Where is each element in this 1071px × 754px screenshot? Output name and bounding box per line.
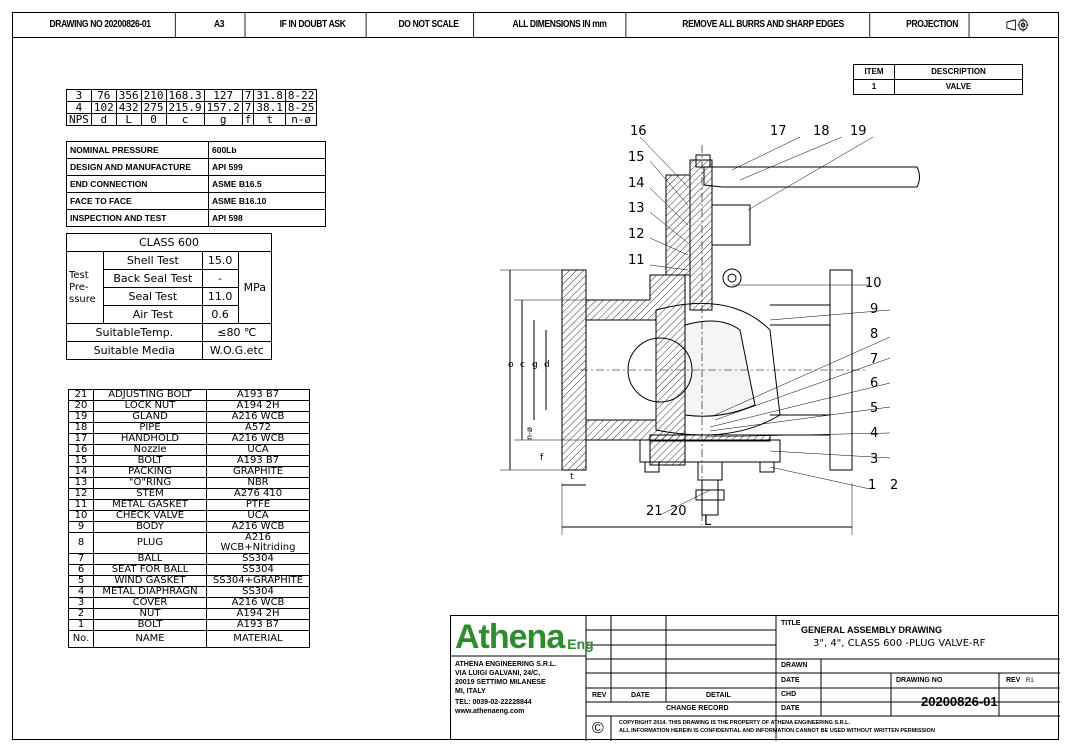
- balloon: 15: [628, 150, 645, 165]
- part-name: BODY: [94, 522, 207, 533]
- part-material: A216 WCB: [207, 434, 310, 445]
- balloon: 12: [628, 227, 645, 242]
- spec-label: FACE TO FACE: [67, 193, 209, 210]
- dimensions-table: [66, 89, 317, 126]
- part-name: PACKING: [94, 467, 207, 478]
- parts-row: [69, 467, 310, 478]
- header-projection: PROJECTION: [896, 12, 970, 37]
- media-label: Suitable Media: [67, 342, 203, 360]
- dims-cell: 3: [67, 90, 92, 102]
- parts-row: [69, 500, 310, 511]
- part-name: Nozzle: [94, 445, 207, 456]
- spec-value: ASME B16.5: [209, 176, 326, 193]
- balloon: 19: [850, 124, 867, 139]
- parts-row: [69, 587, 310, 598]
- balloon: 21: [646, 504, 663, 519]
- items-table: [853, 64, 1023, 95]
- dims-cell: NPS: [67, 114, 92, 126]
- rev-value: R1: [1026, 678, 1034, 684]
- items-header-description: DESCRIPTION: [895, 65, 1023, 80]
- part-name: BALL: [94, 554, 207, 565]
- dims-cell: 432: [116, 102, 141, 114]
- part-material: A193 B7: [207, 390, 310, 401]
- dims-cell: 168.3: [166, 90, 204, 102]
- spec-label: DESIGN AND MANUFACTURE: [67, 159, 209, 176]
- parts-row: [69, 401, 310, 412]
- spec-label: END CONNECTION: [67, 176, 209, 193]
- balloon: 8: [870, 327, 879, 342]
- pressure-unit: MPa: [238, 252, 271, 324]
- drawing-subtitle: 3", 4", CLASS 600 -PLUG VALVE-RF: [813, 638, 986, 649]
- part-number: 3: [69, 598, 94, 609]
- title-label: TITLE: [781, 620, 801, 627]
- parts-row: [69, 554, 310, 565]
- dim-L: L: [704, 514, 712, 529]
- balloon: 4: [870, 426, 879, 441]
- part-name: BOLT: [94, 620, 207, 631]
- dim-o: o: [508, 360, 514, 370]
- chd-label: CHD: [781, 691, 797, 698]
- balloon: 2: [890, 478, 899, 493]
- date-label: DATE: [781, 677, 800, 684]
- part-name: "O"RING: [94, 478, 207, 489]
- part-number: 14: [69, 467, 94, 478]
- company-address: [455, 661, 585, 715]
- dims-cell: g: [204, 114, 242, 126]
- part-number: 1: [69, 620, 94, 631]
- dim-d: d: [544, 360, 550, 370]
- parts-row: [69, 522, 310, 533]
- header-burrs: REMOVE ALL BURRS AND SHARP EDGES: [657, 12, 870, 37]
- dims-cell: n-ø: [285, 114, 317, 126]
- spec-row: [67, 176, 326, 193]
- dims-cell: d: [91, 114, 116, 126]
- valve-drawing: [470, 115, 920, 545]
- part-material: A194 2H: [207, 401, 310, 412]
- test-name: Seal Test: [104, 288, 203, 306]
- handle: [704, 167, 920, 187]
- drawing-no-label: DRAWING NO: [896, 677, 943, 684]
- balloon: 9: [870, 302, 879, 317]
- spec-row: [67, 159, 326, 176]
- parts-table: [68, 389, 310, 648]
- part-material: GRAPHITE: [207, 467, 310, 478]
- spec-label: NOMINAL PRESSURE: [67, 142, 209, 159]
- part-name: PLUG: [94, 533, 207, 554]
- part-number: 2: [69, 609, 94, 620]
- temp-label: SuitableTemp.: [67, 324, 203, 342]
- part-material: SS304: [207, 565, 310, 576]
- copyright-icon: ©: [592, 720, 604, 737]
- test-value: -: [202, 270, 238, 288]
- logo-text: Athena: [455, 618, 565, 656]
- part-name: SEAT FOR BALL: [94, 565, 207, 576]
- spec-row: [67, 142, 326, 159]
- dims-cell: 275: [141, 102, 166, 114]
- temp-value: ≤80 ℃: [202, 324, 271, 342]
- balloon: 5: [870, 401, 879, 416]
- check-valve: [723, 269, 741, 287]
- dims-cell: 7: [242, 90, 254, 102]
- spec-value: API 598: [209, 210, 326, 227]
- parts-row: [69, 412, 310, 423]
- header-drawing-no: DRAWING NO 20200826-01: [25, 12, 175, 37]
- dims-cell: 102: [91, 102, 116, 114]
- spec-row: [67, 210, 326, 227]
- part-number: 9: [69, 522, 94, 533]
- parts-row: [69, 609, 310, 620]
- test-value: 11.0: [202, 288, 238, 306]
- part-number: 4: [69, 587, 94, 598]
- dims-row: [67, 102, 317, 114]
- test-value: 15.0: [202, 252, 238, 270]
- dims-cell: 4: [67, 102, 92, 114]
- part-material: A572: [207, 423, 310, 434]
- part-number: 16: [69, 445, 94, 456]
- part-number: 13: [69, 478, 94, 489]
- drawing-title: GENERAL ASSEMBLY DRAWING: [801, 625, 943, 635]
- stem: [690, 160, 712, 310]
- spec-row: [67, 193, 326, 210]
- part-number: 19: [69, 412, 94, 423]
- part-material: A194 2H: [207, 609, 310, 620]
- parts-row: [69, 445, 310, 456]
- adjusting-bolt: [702, 480, 718, 515]
- part-material: A216 WCB: [207, 598, 310, 609]
- dims-cell: 31.8: [254, 90, 286, 102]
- part-material: A216 WCB+Nitriding: [207, 533, 310, 554]
- media-value: W.O.G.etc: [202, 342, 271, 360]
- balloon: 14: [628, 176, 645, 191]
- part-number: 11: [69, 500, 94, 511]
- test-value: 0.6: [202, 306, 238, 324]
- company-line: 20019 SETTIMO MILANESE: [455, 679, 546, 686]
- part-name: ADJUSTING BOLT: [94, 390, 207, 401]
- dims-cell: L: [116, 114, 141, 126]
- balloon: 3: [870, 452, 879, 467]
- dims-cell: 215.9: [166, 102, 204, 114]
- copyright-line: ALL INFORMATION HEREIN IS CONFIDENTIAL AND INFORMATION CANNOT BE USED WITHOUT WRITTEN PERMISSION: [619, 728, 935, 734]
- balloon: 18: [813, 124, 830, 139]
- company-line: MI, ITALY: [455, 688, 486, 695]
- dim-n: n-ø: [525, 427, 534, 440]
- balloon: 11: [628, 253, 645, 268]
- part-name: LOCK NUT: [94, 401, 207, 412]
- athena-logo: [455, 618, 594, 656]
- part-material: SS304: [207, 554, 310, 565]
- parts-header-material: MATERIAL: [207, 631, 310, 648]
- part-material: A216 WCB: [207, 412, 310, 423]
- dims-cell: 38.1: [254, 102, 286, 114]
- part-material: A216 WCB: [207, 522, 310, 533]
- dim-t: t: [570, 472, 574, 482]
- parts-header-name: NAME: [94, 631, 207, 648]
- company-line: VIA LUIGI GALVANI, 24/C,: [455, 670, 541, 677]
- part-material: A276 410: [207, 489, 310, 500]
- parts-row: [69, 434, 310, 445]
- test-pressure-label: Test Pre- ssure: [67, 252, 104, 324]
- company-line: ATHENA ENGINEERING S.R.L.: [455, 661, 557, 668]
- dims-cell: 8-22: [285, 90, 317, 102]
- dims-cell: 127: [204, 90, 242, 102]
- balloon: 1: [868, 478, 877, 493]
- balloon: 6: [870, 376, 879, 391]
- part-number: 18: [69, 423, 94, 434]
- test-pressure-table: [66, 233, 272, 360]
- balloon: 20: [670, 504, 687, 519]
- part-number: 6: [69, 565, 94, 576]
- test-name: Back Seal Test: [104, 270, 203, 288]
- header-size: A3: [194, 12, 246, 37]
- copyright-line: COPYRIGHT 2014. THIS DRAWING IS THE PROPERTY OF ATHENA ENGINEERING S.R.L.: [619, 720, 851, 726]
- drawn-label: DRAWN: [781, 662, 808, 669]
- part-name: HANDHOLD: [94, 434, 207, 445]
- dims-cell: 7: [242, 102, 254, 114]
- class-label: CLASS 600: [67, 234, 272, 252]
- part-number: 21: [69, 390, 94, 401]
- part-material: SS304: [207, 587, 310, 598]
- header-scale: DO NOT SCALE: [384, 12, 474, 37]
- header-doubt: IF IN DOUBT ASK: [259, 12, 366, 37]
- dim-c: c: [520, 360, 525, 370]
- drawing-no-value: 20200826-01: [921, 694, 998, 709]
- parts-row: [69, 511, 310, 522]
- dims-cell: c: [166, 114, 204, 126]
- part-name: BOLT: [94, 456, 207, 467]
- spec-value: API 599: [209, 159, 326, 176]
- part-material: PTFE: [207, 500, 310, 511]
- parts-row: [69, 576, 310, 587]
- part-name: NUT: [94, 609, 207, 620]
- gland: [712, 205, 750, 245]
- test-name: Air Test: [104, 306, 203, 324]
- change-record: CHANGE RECORD: [666, 705, 729, 712]
- balloon: 13: [628, 201, 645, 216]
- date-label: DATE: [781, 705, 800, 712]
- part-number: 7: [69, 554, 94, 565]
- balloon: 16: [630, 124, 647, 139]
- dims-cell: 157.2: [204, 102, 242, 114]
- parts-header-no: No.: [69, 631, 94, 648]
- part-number: 10: [69, 511, 94, 522]
- test-name: Shell Test: [104, 252, 203, 270]
- parts-row: [69, 565, 310, 576]
- dim-g: g: [532, 360, 538, 370]
- projection-icon: [982, 12, 1053, 37]
- dims-cell: 0: [141, 114, 166, 126]
- parts-row: [69, 390, 310, 401]
- date-label: DATE: [631, 692, 650, 699]
- part-number: 15: [69, 456, 94, 467]
- company-line: TEL: 0039-02-22228844: [455, 699, 532, 706]
- part-name: STEM: [94, 489, 207, 500]
- spec-table: [66, 141, 326, 227]
- rev-label: REV: [1006, 677, 1021, 684]
- part-number: 12: [69, 489, 94, 500]
- dim-f: f: [540, 453, 544, 463]
- part-name: PIPE: [94, 423, 207, 434]
- part-name: CHECK VALVE: [94, 511, 207, 522]
- items-header-item: ITEM: [854, 65, 895, 80]
- balloon: 17: [770, 124, 787, 139]
- part-number: 8: [69, 533, 94, 554]
- part-material: SS304+GRAPHITE: [207, 576, 310, 587]
- part-material: UCA: [207, 511, 310, 522]
- parts-row: [69, 533, 310, 554]
- item-description: VALVE: [895, 80, 1023, 95]
- dims-cell: 210: [141, 90, 166, 102]
- parts-row: [69, 620, 310, 631]
- header-dims: ALL DIMENSIONS IN mm: [494, 12, 627, 37]
- dims-row: [67, 114, 317, 126]
- dims-cell: 76: [91, 90, 116, 102]
- company-line: www.athenaeng.com: [455, 708, 525, 715]
- part-name: GLAND: [94, 412, 207, 423]
- spec-value: 600Lb: [209, 142, 326, 159]
- parts-row: [69, 456, 310, 467]
- balloon: 7: [870, 352, 879, 367]
- dims-row: [67, 90, 317, 102]
- parts-row: [69, 478, 310, 489]
- part-material: A193 B7: [207, 456, 310, 467]
- part-number: 20: [69, 401, 94, 412]
- dims-cell: f: [242, 114, 254, 126]
- part-number: 5: [69, 576, 94, 587]
- part-material: NBR: [207, 478, 310, 489]
- title-block: [450, 615, 1059, 740]
- parts-row: [69, 489, 310, 500]
- spec-label: INSPECTION AND TEST: [67, 210, 209, 227]
- part-material: UCA: [207, 445, 310, 456]
- parts-row: [69, 423, 310, 434]
- part-name: METAL GASKET: [94, 500, 207, 511]
- rev-label: REV: [592, 692, 607, 699]
- header-strip: [12, 12, 1059, 38]
- dims-cell: t: [254, 114, 286, 126]
- dims-cell: 8-25: [285, 102, 317, 114]
- logo-sub: Eng: [567, 636, 594, 652]
- item-number: 1: [854, 80, 895, 95]
- part-material: A193 B7: [207, 620, 310, 631]
- spec-value: ASME B16.10: [209, 193, 326, 210]
- part-number: 17: [69, 434, 94, 445]
- part-name: METAL DIAPHRAGN: [94, 587, 207, 598]
- balloon: 10: [865, 276, 882, 291]
- dims-cell: 356: [116, 90, 141, 102]
- part-name: WIND GASKET: [94, 576, 207, 587]
- parts-row: [69, 598, 310, 609]
- part-name: COVER: [94, 598, 207, 609]
- detail-label: DETAIL: [706, 692, 731, 699]
